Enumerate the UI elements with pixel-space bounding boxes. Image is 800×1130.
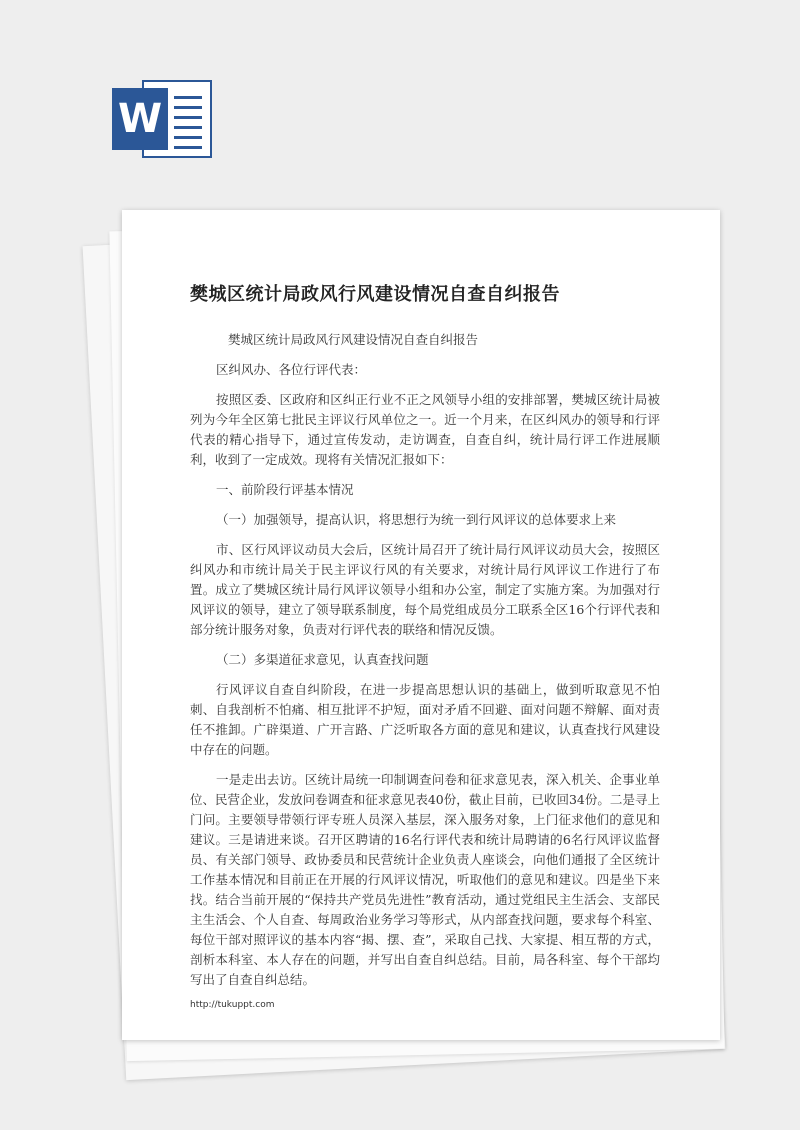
body-paragraph: 一是走出去访。区统计局统一印制调查问卷和征求意见表，深入机关、企事业单位、民营企业，发放问卷调查和征求意见表40份，截止目前，已收回34份。二是寻上门问。主要领导带领行评专班人员深入基层，深入服务对象，上门征求他们的意见和建议。三是请进来谈。召开区聘请的16名行评代表和统计局聘请的6名行风评议监督员、有关部门领导、政协委员和民营统计企业负责人座谈会，向他们通报了全区统计工作基本情况和目前正在开展的行风评议情况，听取他们的意见和建议。四是坐下来找。结合当前开展的“保持共产党员先进性”教育活动，通过党组民主生活会、支部民主生活会、个人自查、每周政治业务学习等形式，从内部查找问题，要求每个科室、每位干部对照评议的基本内容“揭、摆、查”，采取自己找、大家提、相互帮的方式，剖析本科室、本人存在的问题，并写出自查自纠总结。目前，局各科室、每个干部均写出了自查自纠总结。 xyxy=(190,772,660,987)
subsection-heading: （二）多渠道征求意见，认真查找问题 xyxy=(216,652,429,667)
footer-link[interactable]: http://tukuppt.com xyxy=(190,1000,275,1010)
section-heading: 一、前阶段行评基本情况 xyxy=(216,482,354,497)
body-paragraph: 市、区行风评议动员大会后，区统计局召开了统计局行风评议动员大会，按照区纠风办和市统计局关于民主评议行风的有关要求，对统计局行风评议工作进行了布置。成立了樊城区统计局行风评议领导小组和办公室，制定了实施方案。为加强对行风评议的领导，建立了领导联系制度，每个局党组成员分工联系全区16个行评代表和部分统计服务对象，负责对行评代表的联络和情况反馈。 xyxy=(190,542,660,637)
document-content xyxy=(190,280,660,1010)
document-page xyxy=(122,210,720,1040)
subtitle-paragraph: 樊城区统计局政风行风建设情况自查自纠报告 xyxy=(228,332,479,347)
document-title: 樊城区统计局政风行风建设情况自查自纠报告 xyxy=(190,284,560,305)
subsection-heading: （一）加强领导，提高认识，将思想行为统一到行风评议的总体要求上来 xyxy=(216,512,617,527)
word-badge: W xyxy=(112,88,168,150)
body-paragraph: 行风评议自查自纠阶段，在进一步提高思想认识的基础上，做到听取意见不怕刺、自我剖析不怕痛、相互批评不护短，面对矛盾不回避、面对问题不辩解、面对责任不推卸。广辟渠道、广开言路、广泛听取各方面的意见和建议，认真查找行风建设中存在的问题。 xyxy=(190,682,660,757)
salutation-paragraph: 区纠风办、各位行评代表： xyxy=(216,362,367,377)
word-icon xyxy=(112,78,214,160)
body-paragraph: 按照区委、区政府和区纠正行业不正之风领导小组的安排部署，樊城区统计局被列为今年全区第七批民主评议行风单位之一。近一个月来，在区纠风办的领导和行评代表的精心指导下，通过宣传发动，走访调查，自查自纠，统计局行评工作进展顺利，收到了一定成效。现将有关情况汇报如下： xyxy=(190,392,660,467)
